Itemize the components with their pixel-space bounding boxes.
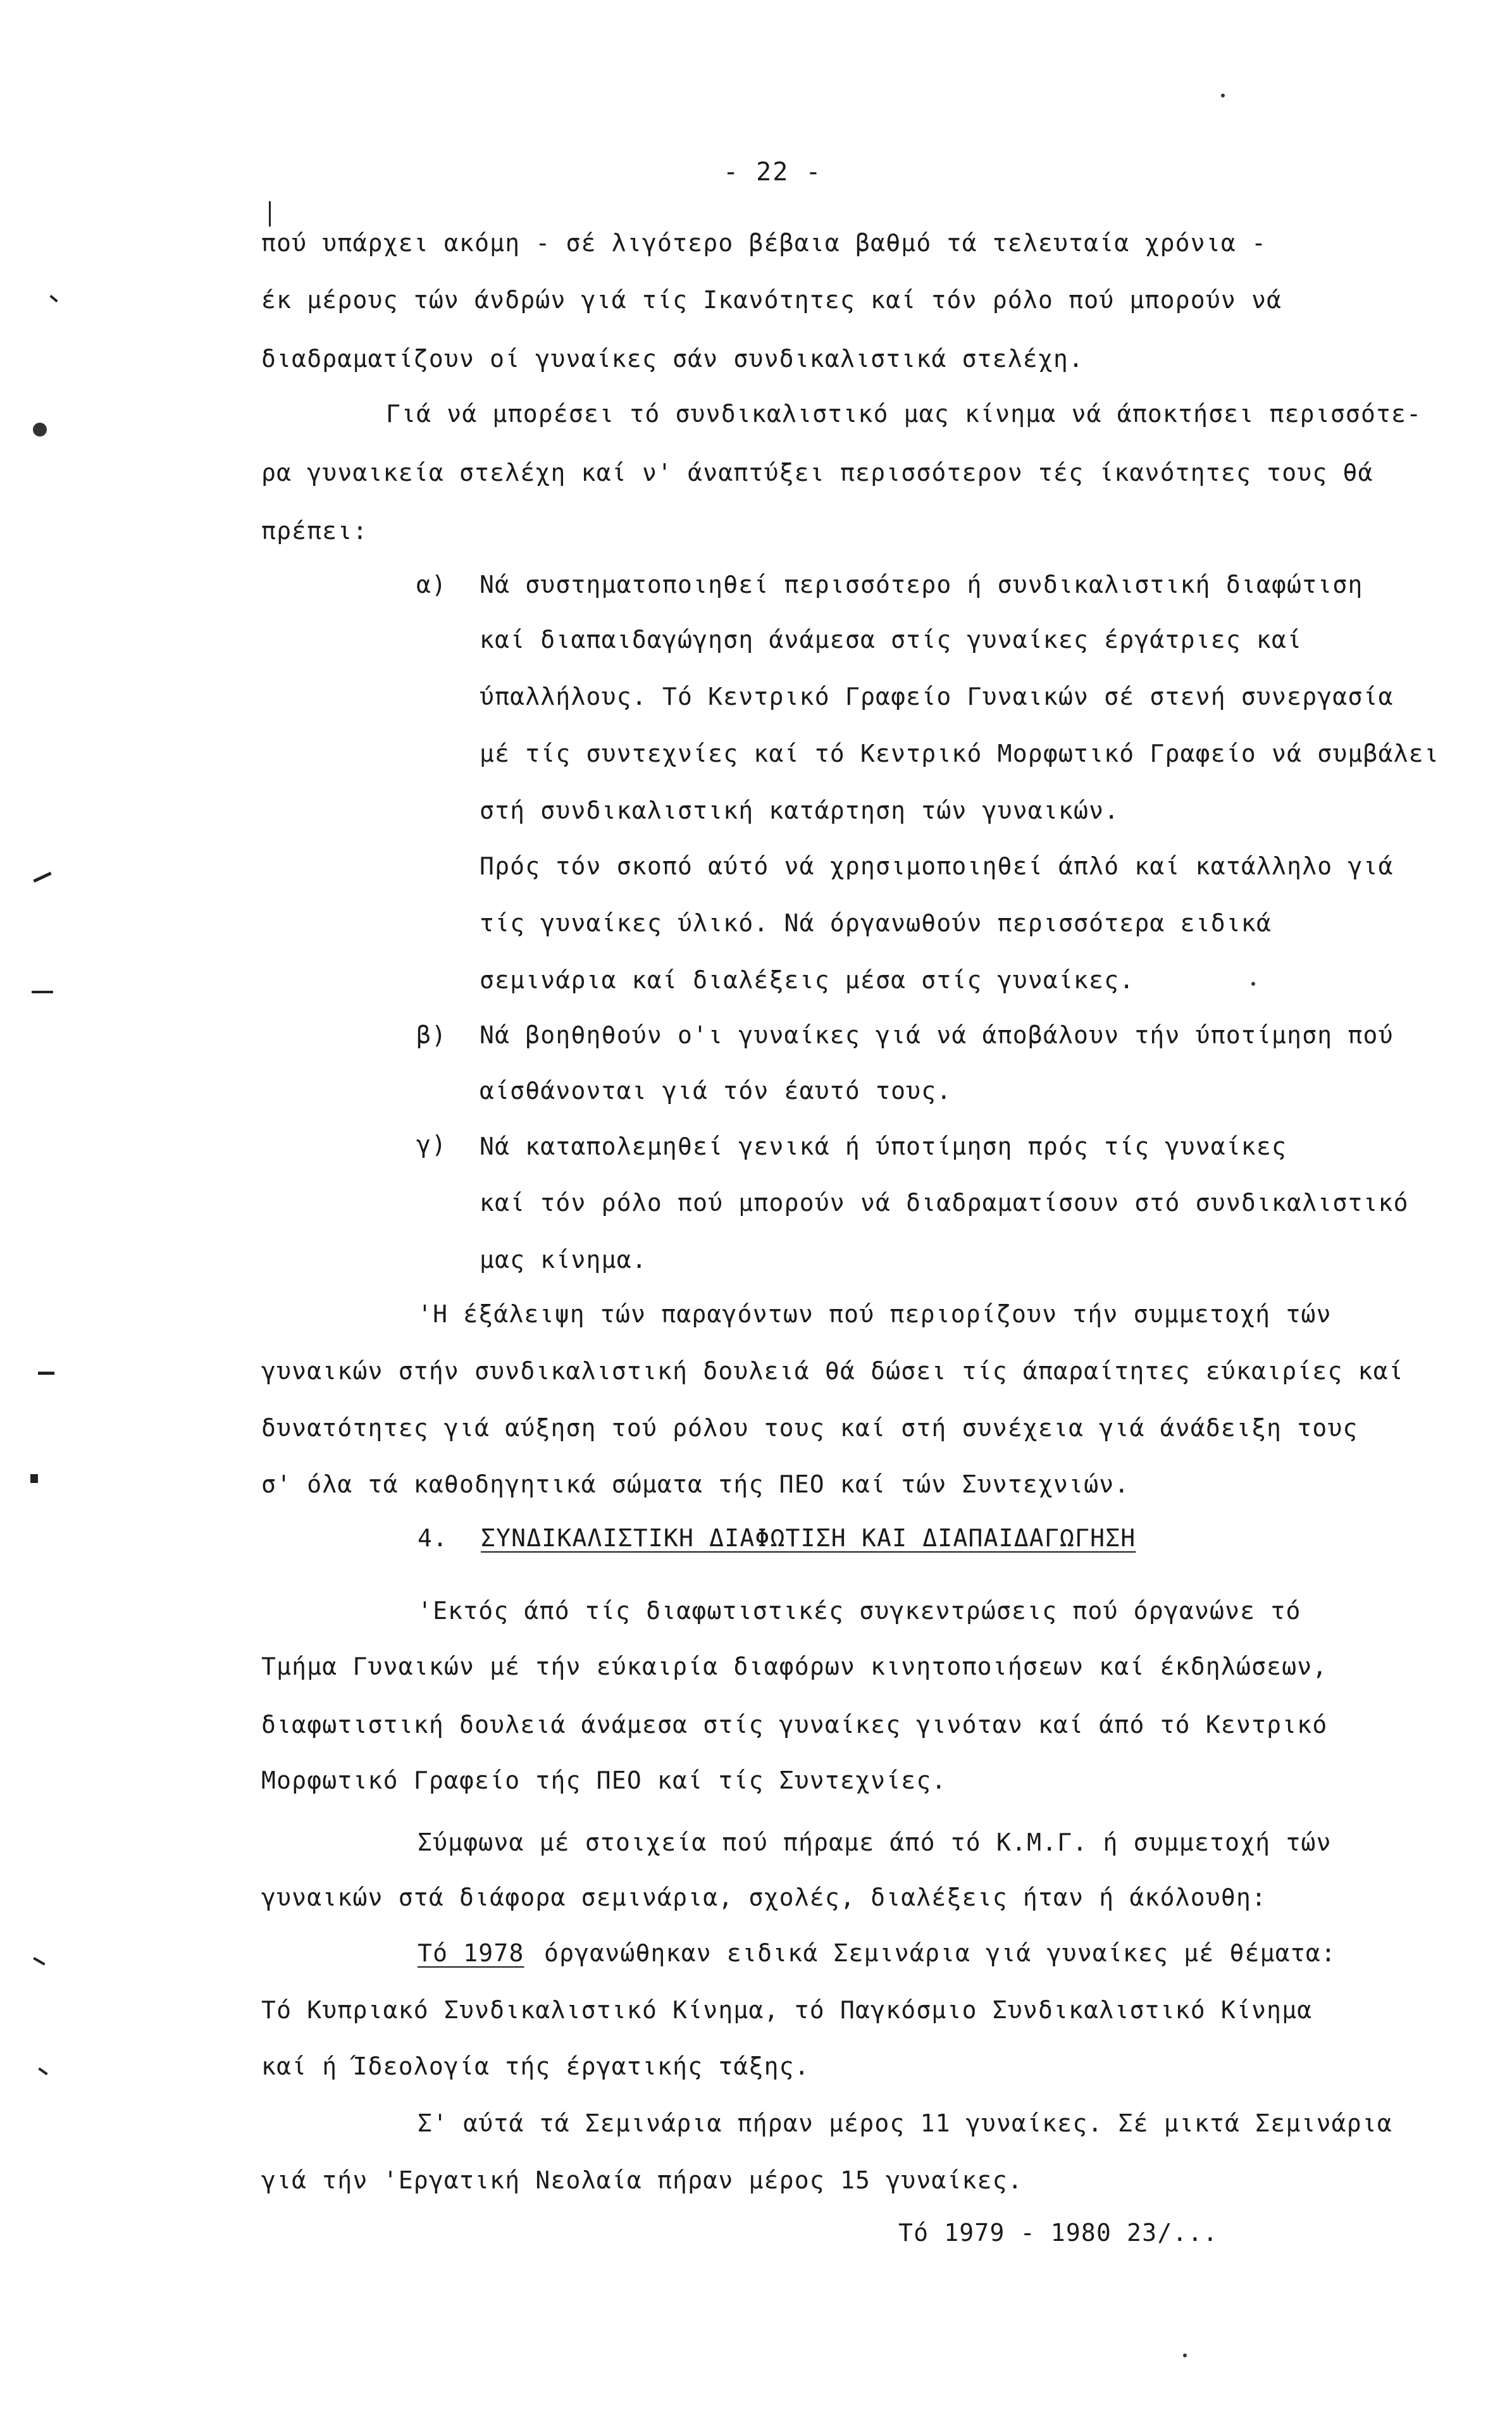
text-line: Νά συστηματοποιηθεί περισσότερο ή συνδικαλιστική διαφώτιση — [480, 571, 1363, 599]
list-marker-b: β) — [416, 1021, 447, 1049]
text-line: σεμινάρια καί διαλέξεις μέσα στίς γυναίκες. — [480, 966, 1135, 994]
continuation-line: Τό 1979 - 1980 23/... — [898, 2219, 1218, 2247]
text-line: σ' όλα τά καθοδηγητικά σώματα τής ΠΕΟ καί τών Συντεχνιών. — [261, 1470, 1130, 1498]
text-line: αίσθάνονται γιά τόν έαυτό τους. — [480, 1077, 952, 1105]
page-number: - 22 - — [723, 158, 822, 187]
text-line: γιά τήν 'Εργατική Νεολαία πήραν μέρος 15 γυναίκες. — [261, 2166, 1023, 2194]
scan-mark — [33, 1957, 45, 1965]
scan-mark — [38, 2068, 47, 2075]
text-line: μέ τίς συντεχνίες καί τό Κεντρικό Μορφωτικό Γραφείο νά συμβάλει — [480, 740, 1439, 767]
text-line: Τμήμα Γυναικών μέ τήν εύκαιρία διαφόρων κινητοποιήσεων καί έκδηλώσεων, — [261, 1653, 1328, 1680]
text-line: ύπαλλήλους. Τό Κεντρικό Γραφείο Γυναικών σέ στενή συνεργασία — [480, 683, 1394, 710]
scan-mark — [32, 991, 53, 993]
scan-mark — [269, 201, 271, 226]
section-heading: ΣΥΝΔΙΚΑΛΙΣΤΙΚΗ ΔΙΑΦΩΤΙΣΗ ΚΑΙ ΔΙΑΠΑΙΔΑΓΩΓΗΣΗ — [481, 1524, 1136, 1552]
text-line: πρέπει: — [261, 517, 368, 545]
text-line: έκ μέρους τών άνδρών γιά τίς Ικανότητες καί τόν ρόλο πού μπορούν νά — [261, 286, 1282, 314]
text-line: Πρός τόν σκοπό αύτό νά χρησιμοποιηθεί άπλό καί κατάλληλο γιά — [480, 852, 1394, 880]
text-line: καί ή Ίδεολογία τής έργατικής τάξης. — [261, 2052, 810, 2080]
text-line: Μορφωτικό Γραφείο τής ΠΕΟ καί τίς Συντεχνίες. — [261, 1766, 947, 1794]
text-line: στή συνδικαλιστική κατάρτηση τών γυναικών. — [480, 797, 1120, 824]
text-line: Γιά νά μπορέσει τό συνδικαλιστικό μας κίνημα νά άποκτήσει περισσότε- — [386, 400, 1422, 428]
text-line: γυναικών στά διάφορα σεμινάρια, σχολές, διαλέξεις ήταν ή άκόλουθη: — [261, 1883, 1267, 1911]
text-line: Τό Κυπριακό Συνδικαλιστικό Κίνημα, τό Παγκόσμιο Συνδικαλιστικό Κίνημα — [261, 1996, 1313, 2024]
list-marker-a: α) — [416, 571, 447, 599]
scan-mark — [1183, 2354, 1187, 2357]
scan-mark — [30, 1474, 38, 1483]
text-line: μας κίνημα. — [480, 1246, 647, 1274]
scan-mark — [1221, 94, 1225, 97]
year-1978: Τό 1978 — [418, 1939, 524, 1967]
text-line: όργανώθηκαν ειδικά Σεμινάρια γιά γυναίκες μέ θέματα: — [544, 1939, 1337, 1967]
text-line: καί τόν ρόλο πού μπορούν νά διαδραματίσουν στό συνδικαλιστικό — [480, 1189, 1409, 1217]
scan-mark — [1251, 982, 1255, 986]
text-line: δυνατότητες γιά αύξηση τού ρόλου τους καί στή συνέχεια γιά άνάδειξη τους — [261, 1414, 1358, 1442]
section-number: 4. — [418, 1524, 449, 1552]
scan-mark — [33, 872, 51, 883]
text-line: γυναικών στήν συνδικαλιστική δουλειά θά δώσει τίς άπαραίτητες εύκαιρίες καί — [261, 1357, 1404, 1385]
text-line: πού υπάρχει ακόμη - σέ λιγότερο βέβαια βαθμό τά τελευταία χρόνια - — [261, 229, 1267, 257]
text-line: ρα γυναικεία στελέχη καί ν' άναπτύξει περισσότερον τές ίκανότητες τους θά — [261, 459, 1373, 487]
text-line: 'Η έξάλειψη τών παραγόντων πού περιορίζουν τήν συμμετοχή τών — [418, 1300, 1332, 1328]
text-line: Νά καταπολεμηθεί γενικά ή ύποτίμηση πρός τίς γυναίκες — [480, 1132, 1287, 1160]
scan-mark — [33, 423, 47, 437]
text-line: τίς γυναίκες ύλικό. Νά όργανωθούν περισσότερα ειδικά — [480, 909, 1272, 937]
scan-mark — [38, 1372, 54, 1375]
text-line: διαδραματίζουν οί γυναίκες σάν συνδικαλιστικά στελέχη. — [261, 345, 1084, 373]
scan-mark — [49, 295, 58, 302]
text-line: Σύμφωνα μέ στοιχεία πού πήραμε άπό τό Κ.Μ.Γ. ή συμμετοχή τών — [418, 1828, 1332, 1856]
list-marker-c: γ) — [416, 1131, 447, 1158]
text-line: 'Εκτός άπό τίς διαφωτιστικές συγκεντρώσεις πού όργανώνε τό — [418, 1597, 1301, 1625]
text-line: Σ' αύτά τά Σεμινάρια πήραν μέρος 11 γυναίκες. Σέ μικτά Σεμινάρια — [418, 2109, 1392, 2137]
text-line: διαφωτιστική δουλειά άνάμεσα στίς γυναίκες γινόταν καί άπό τό Κεντρικό — [261, 1711, 1328, 1739]
text-line: καί διαπαιδαγώγηση άνάμεσα στίς γυναίκες έργάτριες καί — [480, 626, 1303, 654]
text-line: Νά βοηθηθούν ο'ι γυναίκες γιά νά άποβάλουν τήν ύποτίμηση πού — [480, 1021, 1394, 1049]
